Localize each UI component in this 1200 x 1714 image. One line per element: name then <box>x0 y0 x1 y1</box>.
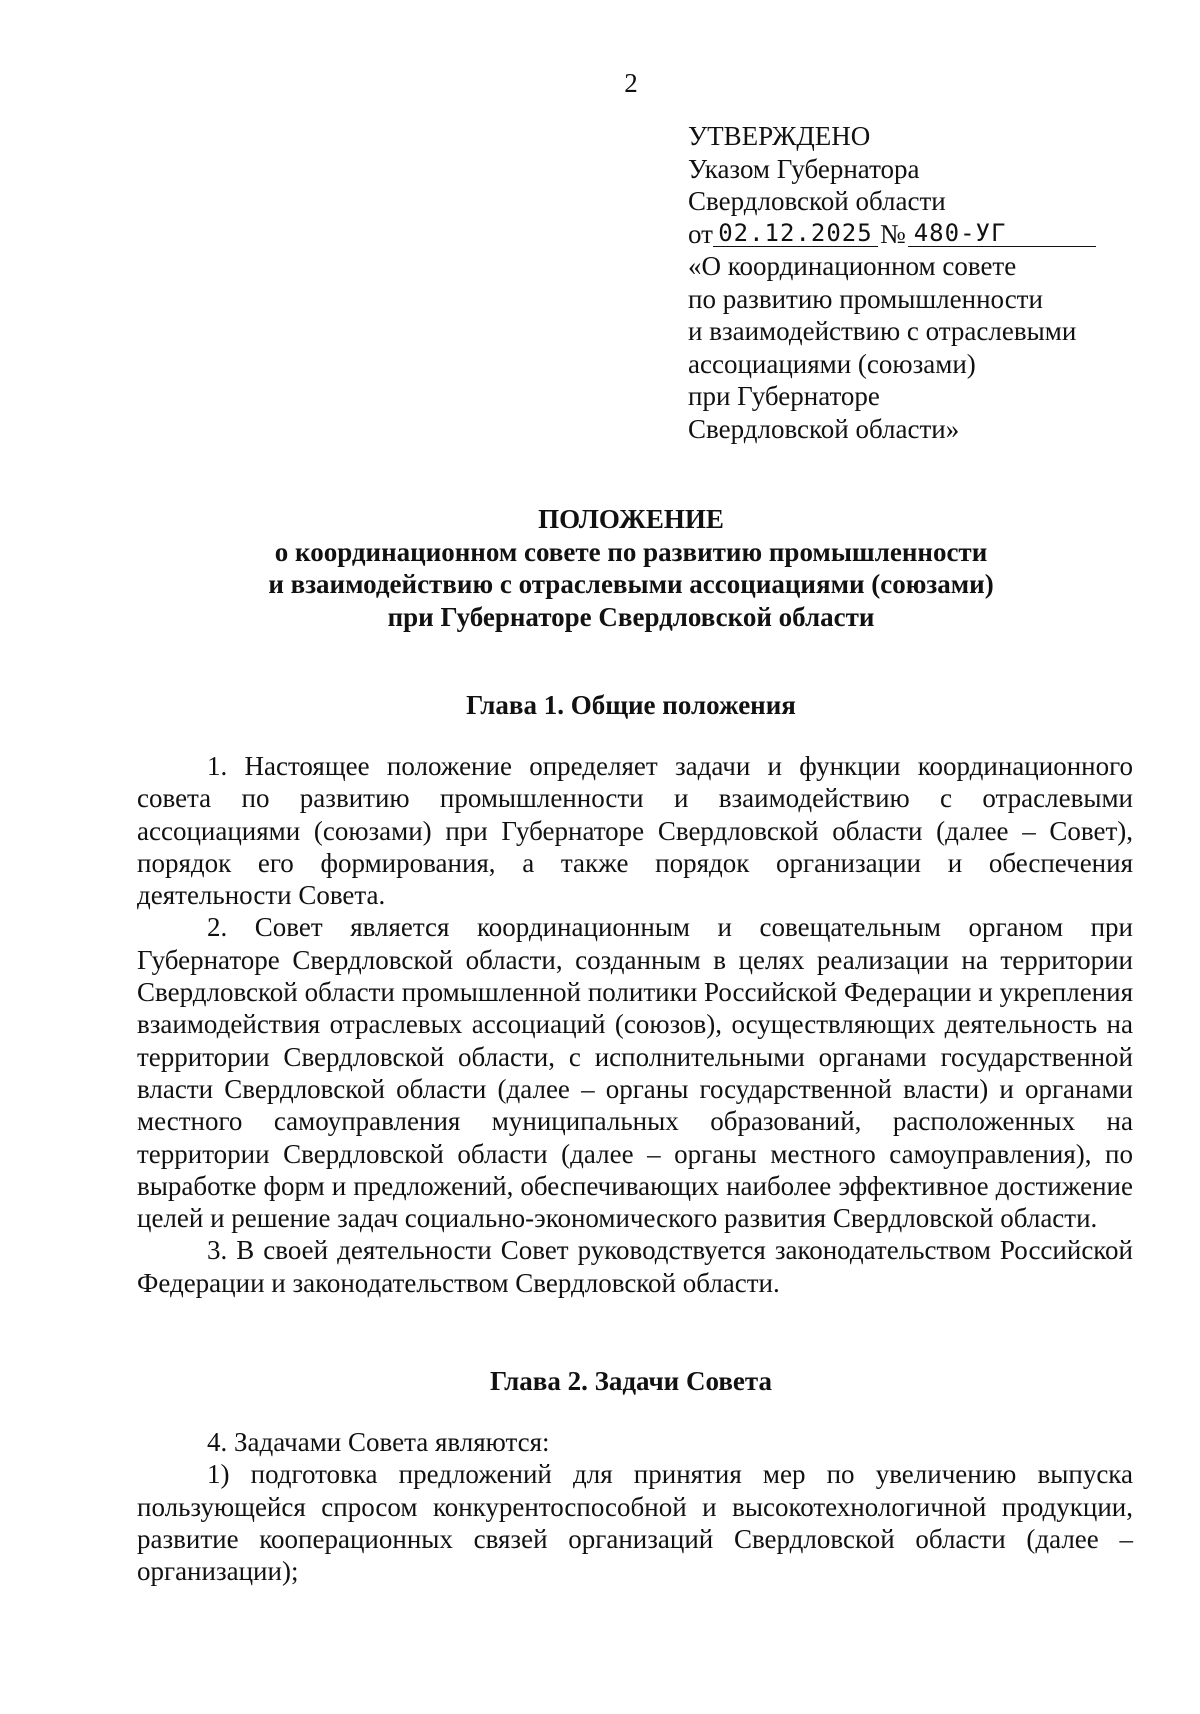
chapter-1-body <box>137 750 1133 1299</box>
title-line: о координационном совете по развитию промышленности <box>274 536 988 567</box>
decree-date: 02.12.2025 <box>713 220 878 247</box>
number-sign: № <box>879 218 906 249</box>
paragraph: 4. Задачами Совета являются: <box>207 1427 550 1457</box>
subject-line: «О координационном совете <box>688 251 1017 281</box>
approval-stamp: УТВЕРЖДЕНО <box>688 121 871 151</box>
subject-line: и взаимодействию с отраслевыми <box>688 316 1077 346</box>
subject-line: Свердловской области» <box>688 413 960 444</box>
chapter-2-body <box>137 1426 1133 1587</box>
approval-decree-line: Указом Губернатора <box>688 153 920 184</box>
document-title <box>0 503 1200 633</box>
decree-number: 480-УГ <box>908 220 1096 247</box>
paragraph: 2. Совет является координационным и совещательным органом при Губернаторе Свердловской области, созданным в целях реализации на территории Свердловской области промышленной политики Российской Федерации и укрепления взаимодействия отраслевых ассоциаций (союзов), осуществляющих деятельность на территории Свердловской области, с исполнительными органами государственной власти Свердловской области (далее – органы государственной власти) и органами местного самоуправления муниципальных образований, расположенных на территории Свердловской области (далее – органы местного самоуправления), по выработке форм и предложений, обеспечивающих наиболее эффективное достижение целей и решение задач социально-экономического развития Свердловской области. <box>137 912 1133 1234</box>
chapter-1-heading: Глава 1. Общие положения <box>466 690 796 720</box>
approval-region-line: Свердловской области <box>688 186 946 216</box>
paragraph: 3. В своей деятельности Совет руководствуется законодательством Российской Федерации и законодательством Свердловской области. <box>137 1235 1133 1298</box>
page-number: 2 <box>624 68 638 98</box>
decree-reference <box>688 218 1128 251</box>
approval-block <box>688 120 1128 445</box>
paragraph: 1. Настоящее положение определяет задачи и функции координационного совета по развитию промышленности и взаимодействию с отраслевыми ассоциациями (союзами) при Губернаторе Свердловской области (далее – Совет), порядок его формирования, а также порядок организации и обеспечения деятельности Совета. <box>137 751 1133 911</box>
subject-line: при Губернаторе <box>688 381 880 411</box>
subject-line: по развитию промышленности <box>688 283 1043 314</box>
title-line: при Губернаторе Свердловской области <box>387 601 875 632</box>
title-heading: ПОЛОЖЕНИЕ <box>538 504 724 534</box>
chapter-2-heading: Глава 2. Задачи Совета <box>490 1366 772 1396</box>
title-line: и взаимодействию с отраслевыми ассоциациями (союзами) <box>268 569 994 599</box>
subject-line: ассоциациями (союзами) <box>688 348 976 379</box>
paragraph: 1) подготовка предложений для принятия мер по увеличению выпуска пользующейся спросом конкурентоспособной и высокотехнологичной продукции, развитие кооперационных связей организаций Свердловской области (далее – организации); <box>137 1459 1133 1587</box>
date-prefix: от <box>688 218 713 249</box>
